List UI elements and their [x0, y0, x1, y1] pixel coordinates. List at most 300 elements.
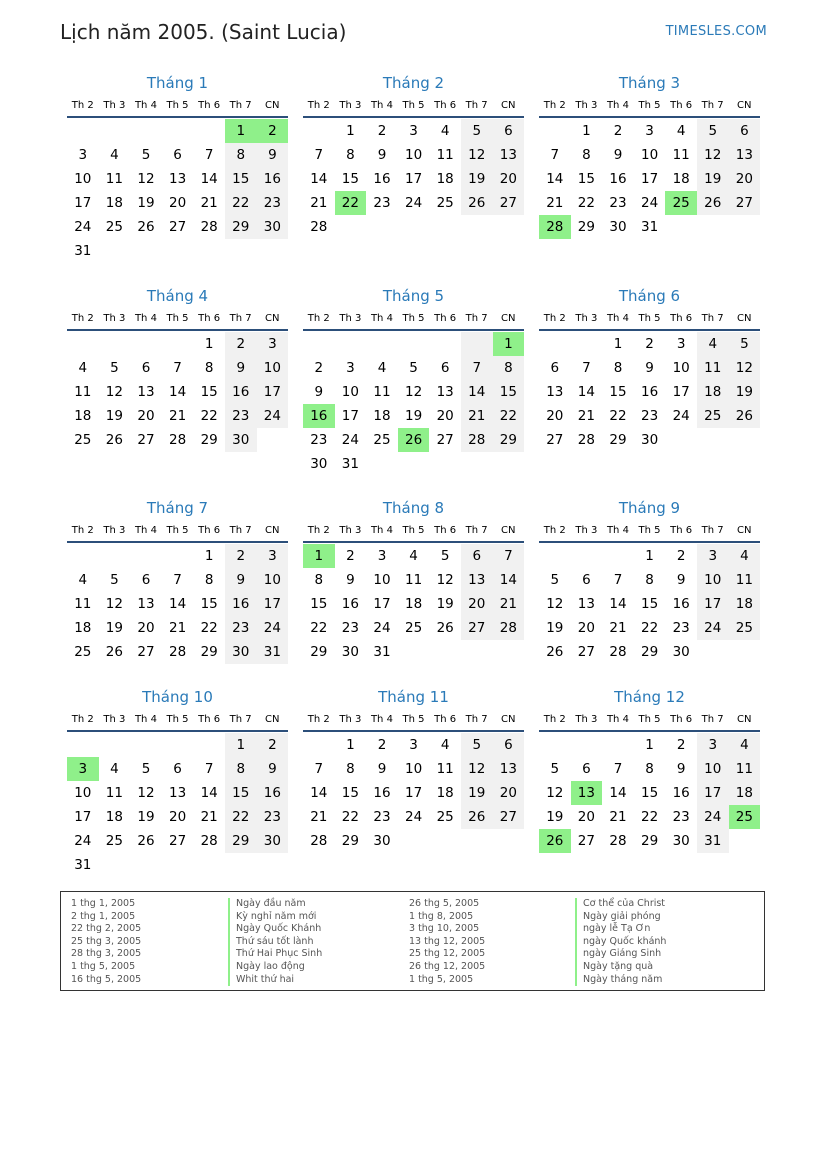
- day-cell: 23: [373, 809, 391, 825]
- day-cell: 31: [257, 640, 289, 664]
- legend-holiday-name: ngày lễ Tạ Ơn: [575, 923, 755, 936]
- empty-cell: [729, 640, 761, 664]
- day-cell: 9: [613, 147, 623, 163]
- weekday-label: Th 5: [402, 714, 425, 725]
- legend-date: 25 thg 12, 2005: [409, 948, 486, 960]
- day-grid: [67, 544, 288, 664]
- day-cell: 20: [577, 809, 595, 825]
- day-cell: 19: [137, 809, 155, 825]
- day-cell: 5: [110, 572, 119, 588]
- day-cell: 7: [613, 572, 623, 588]
- weekday-label: Th 2: [307, 100, 330, 111]
- day-cell: 29: [640, 644, 659, 660]
- day-cell: 21: [310, 809, 328, 825]
- day-cell: 1: [346, 123, 355, 139]
- day-cell: 11: [74, 384, 92, 400]
- day-cell: 18: [672, 171, 690, 187]
- empty-cell: [729, 829, 761, 853]
- day-cell: 10: [640, 147, 659, 163]
- brand-link[interactable]: TIMESLES.COM: [665, 24, 767, 39]
- day-cell: 4: [78, 360, 88, 376]
- day-cell: 1: [346, 737, 355, 753]
- day-cell: 24: [74, 219, 92, 235]
- day-cell: 8: [346, 147, 355, 163]
- day-cell: 20: [493, 167, 525, 191]
- month-title: Tháng 10: [142, 688, 213, 706]
- weekday-label: Th 7: [229, 714, 252, 725]
- day-cell: 20: [461, 592, 493, 616]
- weekday-label: Th 3: [103, 525, 126, 536]
- day-cell: 15: [225, 781, 257, 805]
- day-cell: 4: [729, 733, 761, 757]
- day-cell: 10: [257, 356, 289, 380]
- day-cell: 24: [640, 195, 659, 211]
- weekday-label: CN: [501, 100, 516, 111]
- day-cell: 29: [225, 215, 257, 239]
- day-cell: 4: [676, 123, 686, 139]
- legend-date: 16 thg 5, 2005: [71, 973, 142, 985]
- day-cell: 12: [137, 785, 155, 801]
- empty-cell: [99, 853, 131, 877]
- day-cell: 15: [640, 785, 659, 801]
- day-cell: 28: [200, 833, 218, 849]
- day-cell: 26: [398, 428, 430, 452]
- weekday-label: Th 4: [134, 313, 157, 324]
- day-cell: 8: [314, 572, 324, 588]
- day-cell: 5: [729, 332, 761, 356]
- day-cell: 29: [310, 644, 328, 660]
- day-cell: 12: [697, 143, 729, 167]
- day-cell: 17: [373, 596, 391, 612]
- day-grid: [539, 119, 760, 239]
- day-cell: 16: [672, 596, 690, 612]
- day-cell: 5: [697, 119, 729, 143]
- empty-cell: [493, 452, 525, 476]
- empty-cell: [429, 332, 461, 356]
- day-cell: 8: [225, 757, 257, 781]
- weekday-label: Th 6: [198, 100, 221, 111]
- empty-cell: [162, 239, 194, 263]
- day-cell: 14: [461, 380, 493, 404]
- day-cell: 8: [346, 761, 355, 777]
- empty-cell: [539, 119, 571, 143]
- weekday-label: Th 3: [339, 714, 362, 725]
- day-cell: 29: [640, 833, 659, 849]
- empty-cell: [461, 215, 493, 239]
- day-cell: 30: [310, 456, 328, 472]
- weekday-header: [303, 96, 524, 118]
- legend-holiday-name: Ngày Quốc Khánh: [228, 923, 398, 936]
- day-cell: 26: [137, 219, 155, 235]
- month-title: Tháng 5: [382, 287, 445, 305]
- day-cell: 14: [168, 384, 187, 400]
- day-cell: 7: [204, 761, 214, 777]
- day-cell: 4: [377, 360, 387, 376]
- day-cell: 5: [409, 360, 418, 376]
- day-cell: 24: [404, 809, 423, 825]
- day-cell: 30: [373, 833, 391, 849]
- day-cell: 21: [200, 195, 218, 211]
- day-cell: 10: [341, 384, 359, 400]
- day-cell: 29: [341, 833, 359, 849]
- day-cell: 23: [225, 616, 257, 640]
- day-cell: 5: [440, 548, 450, 564]
- month-title: Tháng 2: [382, 74, 445, 92]
- empty-cell: [67, 544, 99, 568]
- day-cell: 3: [257, 332, 289, 356]
- empty-cell: [130, 544, 162, 568]
- day-cell: 8: [204, 360, 214, 376]
- weekday-label: Th 4: [370, 714, 393, 725]
- day-cell: 24: [697, 805, 729, 829]
- day-cell: 16: [257, 167, 289, 191]
- day-cell: 15: [493, 380, 525, 404]
- empty-cell: [697, 215, 729, 239]
- day-cell: 23: [225, 404, 257, 428]
- day-cell: 8: [493, 356, 525, 380]
- weekday-label: CN: [737, 313, 752, 324]
- day-cell: 21: [609, 620, 627, 636]
- weekday-label: Th 7: [465, 313, 488, 324]
- weekday-label: Th 2: [543, 714, 566, 725]
- day-cell: 27: [137, 432, 155, 448]
- day-cell: 9: [225, 356, 257, 380]
- day-cell: 12: [436, 572, 454, 588]
- empty-cell: [257, 239, 289, 263]
- day-grid: [303, 544, 524, 664]
- day-grid: [539, 544, 760, 664]
- day-cell: 22: [577, 195, 595, 211]
- day-cell: 14: [546, 171, 564, 187]
- empty-cell: [335, 332, 367, 356]
- day-cell: 25: [436, 809, 454, 825]
- day-cell: 9: [257, 757, 289, 781]
- day-cell: 12: [461, 757, 493, 781]
- empty-cell: [729, 215, 761, 239]
- empty-cell: [493, 215, 525, 239]
- day-cell: 15: [609, 384, 627, 400]
- weekday-label: Th 3: [339, 100, 362, 111]
- weekday-label: Th 2: [71, 525, 94, 536]
- weekday-label: Th 2: [543, 525, 566, 536]
- weekday-header: [67, 309, 288, 331]
- day-cell: 28: [539, 215, 571, 239]
- day-cell: 7: [314, 147, 324, 163]
- day-cell: 26: [729, 404, 761, 428]
- day-cell: 28: [609, 644, 627, 660]
- day-cell: 10: [74, 171, 92, 187]
- day-cell: 13: [577, 596, 595, 612]
- day-cell: 13: [168, 171, 187, 187]
- day-cell: 15: [200, 596, 218, 612]
- weekday-label: Th 3: [103, 100, 126, 111]
- day-cell: 20: [729, 167, 761, 191]
- weekday-label: Th 5: [402, 100, 425, 111]
- day-cell: 5: [141, 761, 151, 777]
- day-cell: 24: [373, 620, 391, 636]
- weekday-header: [539, 96, 760, 118]
- day-cell: 28: [168, 432, 187, 448]
- legend-holiday-name: ngày Quốc khánh: [575, 936, 755, 949]
- day-cell: 12: [546, 785, 564, 801]
- empty-cell: [225, 853, 257, 877]
- day-cell: 23: [672, 620, 690, 636]
- day-cell: 20: [493, 781, 525, 805]
- day-cell: 7: [613, 761, 623, 777]
- legend-names-left: [228, 898, 398, 986]
- day-cell: 1: [303, 544, 335, 568]
- day-cell: 14: [609, 596, 627, 612]
- empty-cell: [162, 119, 194, 143]
- day-cell: 16: [373, 785, 391, 801]
- empty-cell: [729, 428, 761, 452]
- empty-cell: [193, 119, 225, 143]
- page-title: Lịch năm 2005. (Saint Lucia): [60, 20, 347, 44]
- day-cell: 25: [665, 191, 697, 215]
- day-cell: 4: [729, 544, 761, 568]
- day-cell: 9: [377, 761, 387, 777]
- day-cell: 3: [676, 336, 686, 352]
- day-cell: 3: [697, 544, 729, 568]
- day-cell: 8: [645, 761, 654, 777]
- day-cell: 18: [436, 785, 454, 801]
- day-cell: 19: [546, 620, 564, 636]
- day-cell: 12: [461, 143, 493, 167]
- holiday-legend: [60, 891, 765, 991]
- day-cell: 1: [204, 548, 214, 564]
- empty-cell: [398, 829, 430, 853]
- empty-cell: [99, 119, 131, 143]
- day-cell: 20: [137, 408, 155, 424]
- day-cell: 7: [204, 147, 214, 163]
- day-cell: 12: [105, 384, 123, 400]
- weekday-label: Th 3: [575, 714, 598, 725]
- day-cell: 14: [493, 568, 525, 592]
- weekday-label: CN: [501, 714, 516, 725]
- day-cell: 9: [676, 761, 686, 777]
- day-grid: [303, 733, 524, 853]
- weekday-label: Th 3: [339, 525, 362, 536]
- day-cell: 13: [168, 785, 187, 801]
- weekday-label: CN: [265, 100, 280, 111]
- legend-dates-left: [71, 898, 221, 986]
- day-cell: 8: [225, 143, 257, 167]
- legend-date: 28 thg 3, 2005: [71, 948, 142, 960]
- day-cell: 17: [257, 380, 289, 404]
- day-cell: 4: [440, 737, 450, 753]
- day-cell: 15: [310, 596, 328, 612]
- weekday-label: Th 3: [575, 100, 598, 111]
- day-cell: 30: [341, 644, 359, 660]
- day-cell: 22: [225, 191, 257, 215]
- weekday-header: [303, 521, 524, 543]
- day-cell: 20: [546, 408, 564, 424]
- day-cell: 23: [640, 408, 659, 424]
- empty-cell: [697, 640, 729, 664]
- empty-cell: [539, 544, 571, 568]
- day-cell: 14: [310, 171, 328, 187]
- day-cell: 4: [440, 123, 450, 139]
- empty-cell: [539, 332, 571, 356]
- day-cell: 19: [461, 167, 493, 191]
- empty-cell: [162, 544, 194, 568]
- weekday-label: Th 4: [370, 313, 393, 324]
- day-cell: 14: [200, 171, 218, 187]
- weekday-label: Th 2: [543, 100, 566, 111]
- day-cell: 1: [645, 548, 654, 564]
- empty-cell: [461, 640, 493, 664]
- weekday-label: Th 7: [229, 100, 252, 111]
- month-title: Tháng 12: [614, 688, 685, 706]
- weekday-label: Th 4: [134, 525, 157, 536]
- empty-cell: [398, 332, 430, 356]
- day-cell: 22: [225, 805, 257, 829]
- day-cell: 7: [493, 544, 525, 568]
- day-cell: 3: [377, 548, 387, 564]
- day-cell: 7: [461, 356, 493, 380]
- day-cell: 2: [257, 119, 289, 143]
- day-cell: 17: [697, 781, 729, 805]
- legend-holiday-name: Ngày tặng quà: [575, 961, 755, 974]
- empty-cell: [162, 332, 194, 356]
- weekday-label: Th 2: [71, 313, 94, 324]
- month-title: Tháng 9: [618, 499, 681, 517]
- day-cell: 27: [137, 644, 155, 660]
- empty-cell: [366, 332, 398, 356]
- weekday-label: Th 7: [229, 525, 252, 536]
- weekday-label: Th 7: [701, 525, 724, 536]
- day-cell: 9: [645, 360, 654, 376]
- day-cell: 11: [436, 761, 454, 777]
- weekday-header: [539, 521, 760, 543]
- day-cell: 21: [310, 195, 328, 211]
- empty-cell: [225, 239, 257, 263]
- day-cell: 3: [409, 123, 418, 139]
- day-grid: [303, 332, 524, 476]
- month-title: Tháng 4: [146, 287, 209, 305]
- day-cell: 31: [697, 829, 729, 853]
- weekday-label: Th 4: [134, 100, 157, 111]
- day-cell: 28: [609, 833, 627, 849]
- day-cell: 27: [436, 432, 454, 448]
- legend-holiday-name: Whit thứ hai: [228, 974, 398, 987]
- day-cell: 3: [346, 360, 355, 376]
- day-cell: 6: [582, 761, 591, 777]
- day-cell: 30: [672, 833, 690, 849]
- day-cell: 28: [461, 428, 493, 452]
- weekday-header: [67, 521, 288, 543]
- day-cell: 21: [609, 809, 627, 825]
- day-cell: 26: [461, 191, 493, 215]
- day-cell: 6: [173, 761, 182, 777]
- weekday-label: Th 6: [198, 525, 221, 536]
- day-cell: 18: [729, 592, 761, 616]
- day-cell: 17: [404, 785, 423, 801]
- day-cell: 15: [200, 384, 218, 400]
- day-cell: 22: [609, 408, 627, 424]
- day-cell: 9: [314, 384, 324, 400]
- day-cell: 27: [461, 616, 493, 640]
- day-cell: 5: [550, 761, 560, 777]
- empty-cell: [99, 239, 131, 263]
- day-cell: 29: [577, 219, 595, 235]
- month-block: [67, 72, 288, 263]
- day-cell: 28: [310, 833, 328, 849]
- empty-cell: [67, 119, 99, 143]
- weekday-label: Th 6: [670, 714, 693, 725]
- day-cell: 19: [404, 408, 423, 424]
- weekday-label: Th 6: [670, 100, 693, 111]
- empty-cell: [398, 640, 430, 664]
- day-cell: 2: [377, 123, 387, 139]
- day-cell: 3: [409, 737, 418, 753]
- empty-cell: [193, 239, 225, 263]
- day-cell: 16: [609, 171, 627, 187]
- empty-cell: [602, 544, 634, 568]
- day-cell: 11: [436, 147, 454, 163]
- day-cell: 16: [640, 384, 659, 400]
- day-cell: 24: [404, 195, 423, 211]
- day-cell: 31: [74, 857, 92, 873]
- day-cell: 22: [310, 620, 328, 636]
- weekday-label: Th 7: [465, 714, 488, 725]
- empty-cell: [398, 452, 430, 476]
- weekday-label: Th 6: [434, 313, 457, 324]
- day-cell: 2: [225, 544, 257, 568]
- day-cell: 17: [74, 195, 92, 211]
- day-cell: 17: [640, 171, 659, 187]
- day-cell: 1: [225, 733, 257, 757]
- month-block: [303, 497, 524, 664]
- day-cell: 13: [436, 384, 454, 400]
- weekday-label: CN: [265, 313, 280, 324]
- empty-cell: [429, 452, 461, 476]
- empty-cell: [303, 733, 335, 757]
- weekday-label: Th 7: [701, 313, 724, 324]
- day-cell: 4: [409, 548, 418, 564]
- legend-date: 1 thg 1, 2005: [71, 898, 136, 909]
- day-cell: 28: [310, 219, 328, 235]
- weekday-label: CN: [737, 714, 752, 725]
- day-cell: 5: [141, 147, 151, 163]
- day-cell: 21: [577, 408, 595, 424]
- day-cell: 19: [436, 596, 454, 612]
- day-cell: 14: [609, 785, 627, 801]
- day-cell: 19: [729, 380, 761, 404]
- legend-date: 26 thg 5, 2005: [409, 898, 480, 909]
- weekday-label: Th 4: [606, 313, 629, 324]
- day-cell: 6: [493, 119, 525, 143]
- empty-cell: [493, 829, 525, 853]
- day-cell: 9: [346, 572, 355, 588]
- empty-cell: [493, 640, 525, 664]
- day-cell: 30: [672, 644, 690, 660]
- day-cell: 6: [461, 544, 493, 568]
- day-cell: 25: [373, 432, 391, 448]
- day-cell: 6: [582, 572, 591, 588]
- weekday-label: Th 2: [71, 100, 94, 111]
- day-cell: 22: [200, 620, 218, 636]
- day-cell: 23: [310, 432, 328, 448]
- day-cell: 27: [546, 432, 564, 448]
- weekday-label: Th 3: [575, 525, 598, 536]
- day-cell: 25: [697, 404, 729, 428]
- day-cell: 18: [373, 408, 391, 424]
- day-cell: 13: [137, 384, 155, 400]
- day-grid: [539, 332, 760, 452]
- day-cell: 21: [546, 195, 564, 211]
- month-block: [303, 285, 524, 476]
